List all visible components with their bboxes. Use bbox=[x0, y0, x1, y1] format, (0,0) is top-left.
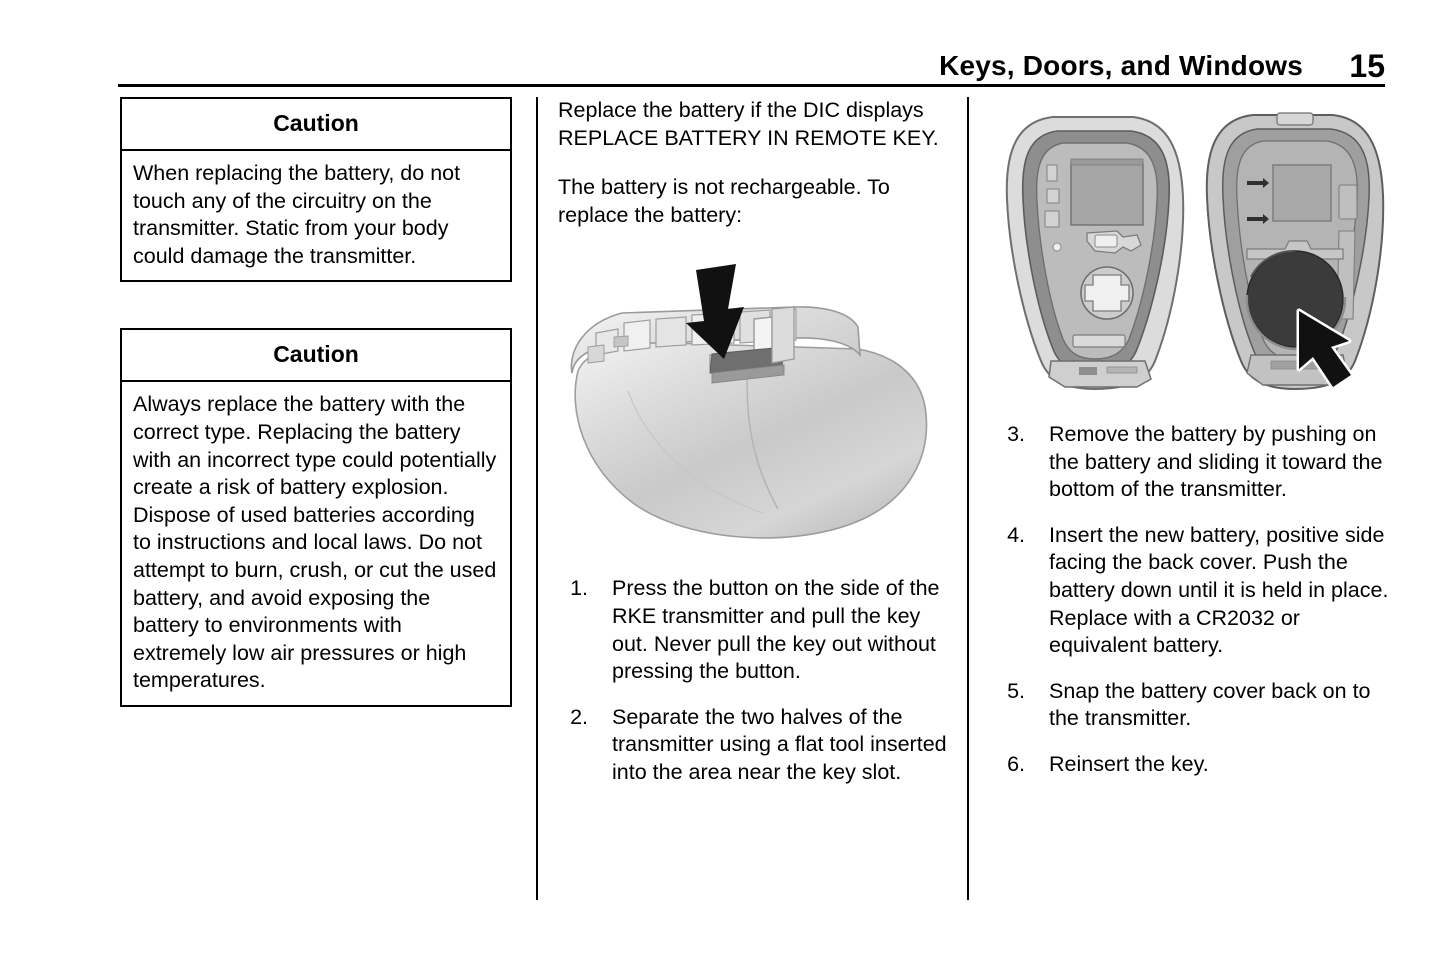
step-text: Snap the battery cover back on to the transmitter. bbox=[1049, 678, 1371, 731]
list-item bbox=[995, 522, 1390, 660]
list-item bbox=[995, 421, 1390, 504]
step-number: 6. bbox=[1007, 751, 1025, 776]
step-number: 2. bbox=[570, 704, 588, 729]
list-item bbox=[995, 751, 1390, 779]
caution-heading: Caution bbox=[122, 99, 510, 151]
step-number: 3. bbox=[1007, 422, 1025, 446]
fob-half-back-cover bbox=[1207, 113, 1383, 389]
right-column-steps bbox=[995, 421, 1390, 779]
step-number: 4. bbox=[1007, 522, 1025, 547]
step-number: 1. bbox=[570, 576, 588, 601]
figure-rke-transmitter-separating-halves bbox=[558, 251, 950, 551]
figure-rke-transmitter-two-halves-open bbox=[995, 99, 1390, 397]
pcb-module bbox=[1071, 163, 1143, 225]
caution-heading: Caution bbox=[122, 330, 510, 382]
page-number: 15 bbox=[1349, 48, 1385, 84]
caution-body-text: Always replace the battery with the correct type. Replacing the battery with an incorrect type could potentially create a risk of battery explosion. Dispose of used batteries according to instructions and local laws. Do not attempt to burn, crush, or cut the used battery, and avoid exposing the battery to environments with extremely low air pressures or high temperatures. bbox=[133, 392, 497, 693]
caution-body-text: When replacing the battery, do not touch any of the circuitry on the transmitter. Static from your body could damage the transmitter. bbox=[133, 161, 461, 268]
middle-column bbox=[558, 97, 950, 787]
paragraph-dic-message: Replace the battery if the DIC displays REPLACE BATTERY IN REMOTE KEY. bbox=[558, 98, 939, 150]
middle-column-steps bbox=[558, 575, 950, 786]
list-item bbox=[558, 704, 950, 787]
right-column bbox=[995, 97, 1390, 779]
left-column bbox=[120, 97, 512, 707]
rke-transmitter-halves-illustration bbox=[995, 99, 1390, 397]
step-text: Insert the new battery, positive side facing the back cover. Push the battery down until it is held in place. Replace with a CR2032 or equivalent battery. bbox=[1049, 522, 1389, 658]
column-divider-right bbox=[967, 97, 969, 900]
caution-box-static-electricity bbox=[120, 97, 512, 282]
list-item bbox=[558, 575, 950, 685]
paragraph-not-rechargeable: The battery is not rechargeable. To replace the battery: bbox=[558, 175, 890, 227]
key-slot-cutout bbox=[1081, 267, 1133, 319]
rke-transmitter-illustration bbox=[558, 251, 950, 551]
column-divider-left bbox=[536, 97, 538, 900]
step-number: 5. bbox=[1007, 678, 1025, 703]
caution-box-battery-type bbox=[120, 328, 512, 707]
cover-module-window bbox=[1273, 165, 1331, 221]
page-header bbox=[118, 50, 1385, 86]
step-text: Remove the battery by pushing on the battery and sliding it toward the bottom of the transmitter. bbox=[1049, 422, 1383, 502]
page-title: Keys, Doors, and Windows bbox=[939, 50, 1303, 81]
fob-half-front-cover bbox=[1007, 117, 1183, 389]
alignment-post bbox=[1053, 243, 1061, 251]
step-text: Reinsert the key. bbox=[1049, 751, 1209, 776]
step-text: Press the button on the side of the RKE transmitter and pull the key out. Never pull the key out without pressing the button. bbox=[612, 576, 940, 684]
step-text: Separate the two halves of the transmitter using a flat tool inserted into the area near the key slot. bbox=[612, 704, 947, 784]
list-item bbox=[995, 678, 1390, 733]
header-rule bbox=[118, 84, 1385, 87]
top-notch bbox=[1277, 113, 1313, 125]
inner-ribs bbox=[1045, 165, 1059, 227]
